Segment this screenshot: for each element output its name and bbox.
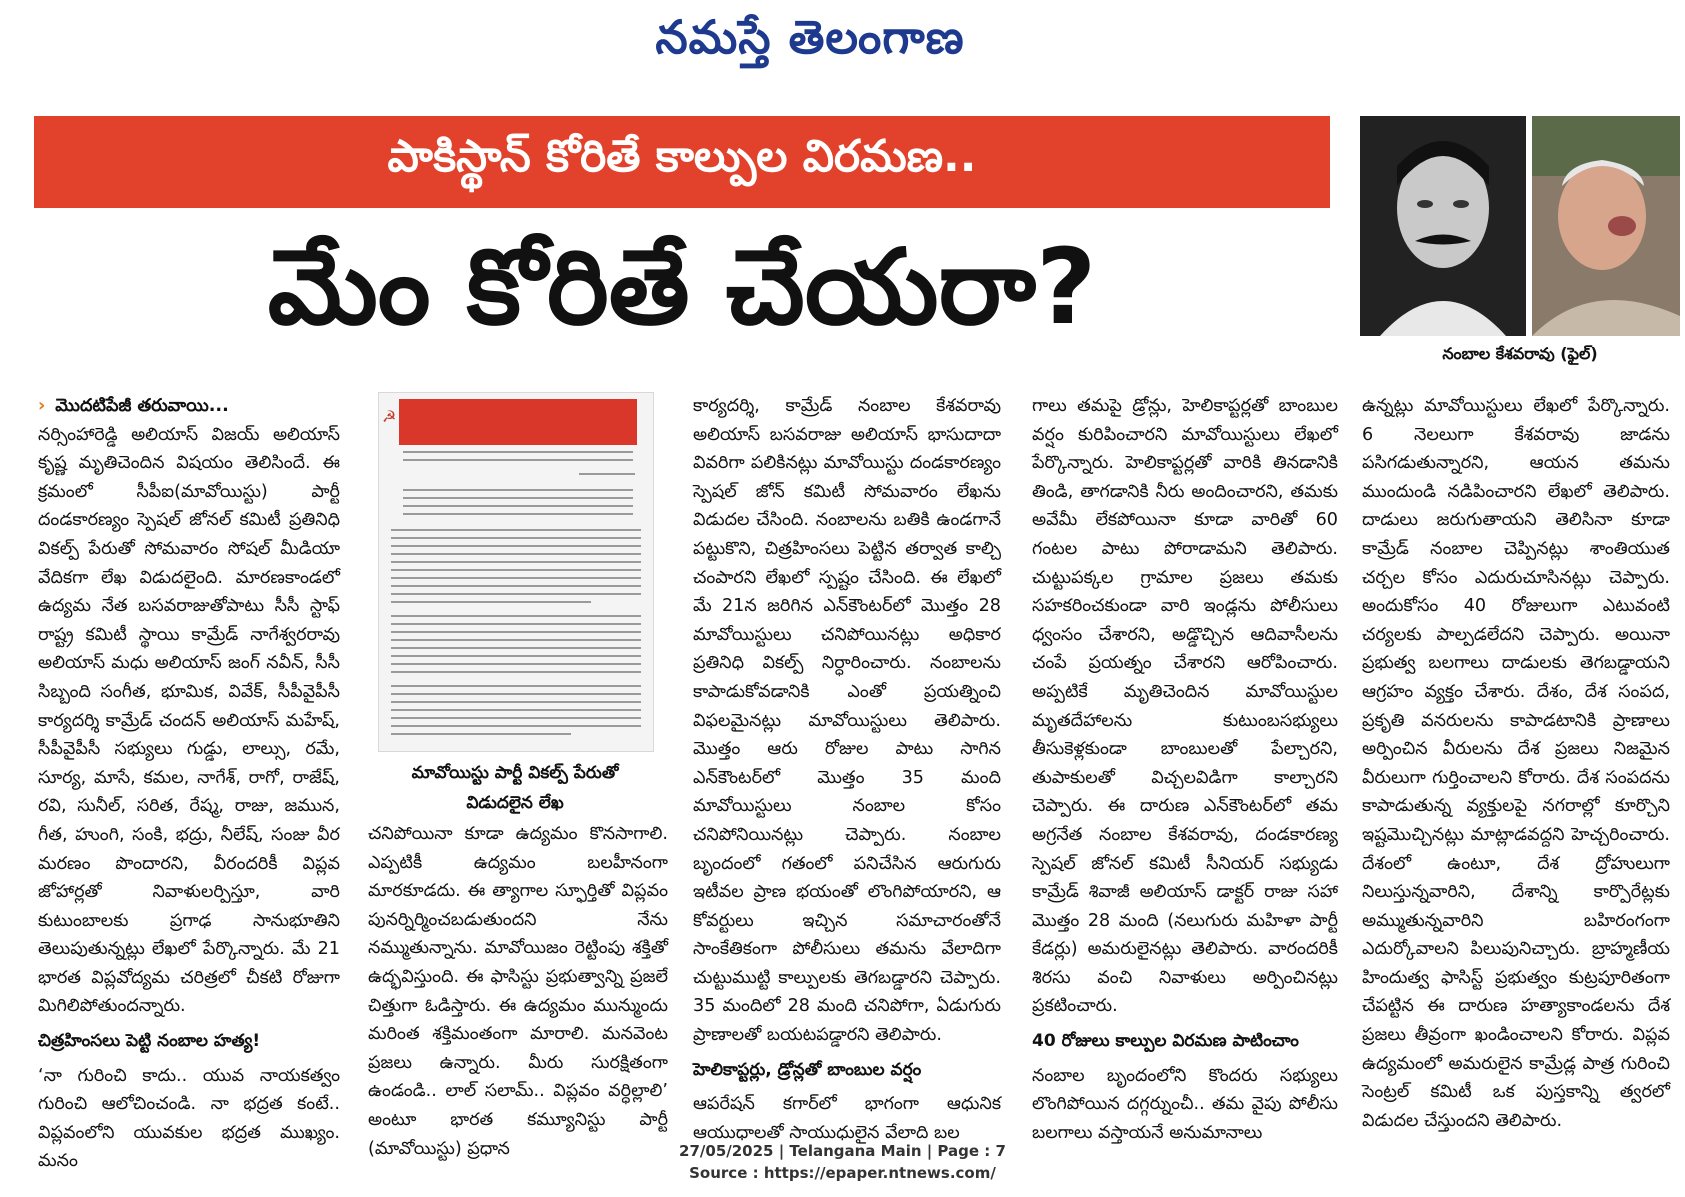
paragraph: ‘నా గురించి కాదు.. యువ నాయకత్వం గురించి ఆలోచించండి. నా భద్రత కంటే.. విప్లవంలోని యువకుల భద్రత ముఖ్యం. మనం [38, 1065, 340, 1172]
footer-date-page: 27/05/2025 | Telangana Main | Page : 7 [679, 1142, 1006, 1160]
paragraph: ఆపరేషన్ కగార్‌లో భాగంగా ఆధునిక ఆయుధాలతో సాయుధులైన వేలాది బల [693, 1094, 1001, 1143]
kicker-banner [34, 116, 1330, 208]
chevron-right-icon: › [38, 396, 46, 416]
masthead: నమస్తే తెలంగాణ [655, 10, 965, 64]
subheading: చిత్రహింసలు పెట్టి నంబాల హత్య! [38, 1031, 261, 1052]
hammer-sickle-icon: ☭ [382, 407, 397, 426]
article-column-1 [38, 392, 340, 1176]
page-footer [0, 1140, 1685, 1184]
article-column-3 [693, 392, 1001, 1147]
article-column-4 [1032, 392, 1338, 1147]
paragraph: నర్సింహారెడ్డి అలియాస్ విజయ్ అలియాస్ కృష్ణ మృతిచెందిన విషయం తెలిసిందే. ఈ క్రమంలో సీపీఐ(మావోయిస్టు) పార్టీ దండకారణ్యం స్పెషల్ జోనల్ కమిటీ ప్రతినిధి వికల్ప్ పేరుతో సోమవారం సోషల్ మీడియా వేదికగా లేఖ విడుదలైంది. మారణకాండలో ఉద్యమ నేత బసవరాజుతోపాటు సీసీ స్టాఫ్ రాష్ట్ర కమిటీ స్థాయి కామ్రేడ్ నాగేశ్వరరావు అలియాస్ మధు అలియాస్ జంగ్ నవీన్, సీసీ సిబ్బంది సంగీత, భూమిక, వివేక్, సీపీవైపీసీ కార్యదర్శి కామ్రేడ్ చందన్ అలియాస్ మహేష్, సీపీవైపీసీ సభ్యులు గుడ్డు, లాల్సు, రమే, సూర్య, మాసే, కమల, నాగేశ్, రాగో, రాజేష్, రవి, సునీల్, సరిత, రేష్మ, రాజు, జమున, గీత, హుంగి, సంకి, భద్రు, నీలేష్, సంజు వీర మరణం పొందారని, వీరందరికీ విప్లవ జోహార్లతో నివాళులర్పిస్తూ, వారి కుటుంబాలకు ప్రగాఢ సానుభూతిని తెలుపుతున్నట్లు లేఖలో పేర్కొన్నారు. మే 21 భారత విప్లవోద్యమ చరిత్రలో చీకటి రోజుగా మిగిలిపోతుందన్నారు. [38, 424, 340, 1017]
letter-caption: మావోయిస్టు పార్టీ వికల్ప్ పేరుతో విడుదలైన లేఖ [411, 763, 619, 813]
continued-label: మొదటిపేజీ తరువాయి... [55, 396, 229, 416]
continued-kicker [38, 392, 340, 421]
article-column-2 [368, 820, 668, 1163]
photo-caption: నంబాల కేశవరావు (ఫైల్) [1442, 344, 1598, 363]
footer-source: Source : https://epaper.ntnews.com/ [689, 1164, 996, 1182]
body-photo [1532, 116, 1680, 336]
headline: మేం కోరితే చేయరా? [267, 226, 1097, 348]
subheading: హెలికాప్టర్లు, డ్రోన్లతో బాంబుల వర్షం [693, 1059, 922, 1080]
paragraph: ఉన్నట్లు మావోయిస్టులు లేఖలో పేర్కొన్నారు. 6 నెలలుగా కేశవరావు జాడను పసిగడుతున్నారని, ఆయన తమను ముందుండి నడిపించారని లేఖలో తెలిపారు. దాడులు జరుగుతాయని తెలిసినా కూడా కామ్రేడ్ నంబాల చెప్పినట్లు శాంతియుత చర్చల కోసం ఎదురుచూసినట్లు చెప్పారు. అందుకోసం 40 రోజులుగా ఎటువంటి చర్యలకు పాల్పడలేదని చెప్పారు. అయినా ప్రభుత్వ బలగాలు దాడులకు తెగబడ్డాయని ఆగ్రహం వ్యక్తం చేశారు. దేశం, దేశ సంపద, ప్రకృతి వనరులను కాపాడటానికి ప్రాణాలు అర్పించిన వీరులను దేశ ప్రజలు నిజమైన వీరులుగా గుర్తించాలని కోరారు. దేశ సంపదను కాపాడుతున్న వ్యక్తులపై నగరాల్లో కూర్చొని ఇష్టమొచ్చినట్లు మాట్లాడవద్దని హెచ్చరించారు. దేశంలో ఉంటూ, దేశ ద్రోహులుగా నిలుస్తున్నవారిని, దేశాన్ని కార్పొరేట్లకు అమ్ముతున్నవారిని బహిరంగంగా ఎదుర్కోవాలని పిలుపునిచ్చారు. బ్రాహ్మణీయ హిందుత్వ ఫాసిస్ట్ ప్రభుత్వం కుట్రపూరితంగా చేపట్టిన ఈ దారుణ హత్యాకాండలను దేశ ప్రజలు తీవ్రంగా ఖండించాలని కోరారు. విప్లవ ఉద్యమంలో అమరులైన కామ్రేడ్ల పాత్ర గురించి సెంట్రల్ కమిటీ ఒక పుస్తకాన్ని త్వరలో విడుదల చేస్తుందని తెలిపారు. [1362, 396, 1670, 1131]
paragraph: గాలు తమపై డ్రోన్లు, హెలికాప్టర్లతో బాంబుల వర్షం కురిపించారని మావోయిస్టులు లేఖలో పేర్కొన్నారు. హెలికాప్టర్లతో వారికి తినడానికి తిండి, తాగడానికి నీరు అందించారని, తమకు అవేమీ లేకపోయినా కూడా వారితో 60 గంటల పాటు పోరాడామని తెలిపారు. చుట్టుపక్కల గ్రామాల ప్రజలు తమకు సహకరించకుండా వారి ఇండ్లను పోలీసులు ధ్వంసం చేశారని, అడ్డొచ్చిన ఆదివాసీలను చంపే ప్రయత్నం చేశారని ఆరోపించారు. అప్పటికే మృతిచెందిన మావోయిస్టుల మృతదేహాలను కుటుంబసభ్యులు తీసుకెళ్లకుండా బాంబులతో పేల్చారని, తుపాకులతో విచ్చలవిడిగా కాల్చారని చెప్పారు. ఈ దారుణ ఎన్‌కౌంటర్‌లో తమ అగ్రనేత నంబాల కేశవరావు, దండకారణ్య స్పెషల్ జోనల్ కమిటీ సీనియర్ సభ్యుడు కామ్రేడ్ శివాజీ అలియాస్ డాక్టర్ రాజు సహా మొత్తం 28 మంది (నలుగురు మహిళా పార్టీ కేడర్లు) అమరులైనట్లు తెలిపారు. వారందరికీ శిరసు వంచి నివాళులు అర్పించినట్లు ప్రకటించారు. [1032, 396, 1338, 1017]
subheading: 40 రోజులు కాల్పుల విరమణ పాటించాం [1032, 1031, 1299, 1052]
paragraph: చనిపోయినా కూడా ఉద్యమం కొనసాగాలి. ఎప్పటికీ ఉద్యమం బలహీనంగా మారకూడదు. ఈ త్యాగాల స్ఫూర్తితో విప్లవం పునర్నిర్మించబడుతుందని నేను నమ్ముతున్నాను. మావోయిజం రెట్టింపు శక్తితో ఉద్భవిస్తుంది. ఈ ఫాసిస్టు ప్రభుత్వాన్ని ప్రజలే చిత్తుగా ఓడిస్తారు. ఈ ఉద్యమం మున్ముందు మరింత శక్తిమంతంగా మారాలి. మనవెంట ప్రజలు ఉన్నారు. మీరు సురక్షితంగా ఉండండి.. లాల్ సలామ్.. విప్లవం వర్ధిల్లాలి’ అంటూ భారత కమ్యూనిస్టు పార్టీ (మావోయిస్టు) ప్రధాన [368, 824, 668, 1159]
kicker-text: పాకిస్థాన్ కోరితే కాల్పుల విరమణ.. [387, 131, 977, 182]
paragraph: నంబాల బృందంలోని కొందరు సభ్యులు లొంగిపోయిన దగ్గర్నుంచీ.. తమ వైపు పోలీసు బలగాలు వస్తాయనే అనుమానాలు [1032, 1065, 1338, 1143]
paragraph: కార్యదర్శి, కామ్రేడ్ నంబాల కేశవరావు అలియాస్ బసవరాజు అలియాస్ భాసుదాదా వివరిగా పలికినట్లు మావోయిస్టు దండకారణ్యం స్పెషల్ జోన్ కమిటీ సోమవారం లేఖను విడుదల చేసింది. నంబాలను బతికి ఉండగానే పట్టుకొని, చిత్రహింసలు పెట్టిన తర్వాత కాల్చి చంపారని లేఖలో స్పష్టం చేసింది. ఈ లేఖలో మే 21న జరిగిన ఎన్‌కౌంటర్‌లో మొత్తం 28 మావోయిస్టులు చనిపోయినట్లు అధికార ప్రతినిధి వికల్ప్ నిర్ధారించారు. నంబాలను కాపాడుకోవడానికి ఎంతో ప్రయత్నించి విఫలమైనట్లు మావోయిస్టులు తెలిపారు. మొత్తం ఆరు రోజుల పాటు సాగిన ఎన్‌కౌంటర్‌లో మొత్తం 35 మంది మావోయిస్టులు నంబాల కోసం చనిపోనియినట్లు చెప్పారు. నంబాల బృందంలో గతంలో పనిచేసిన ఆరుగురు ఇటీవల ప్రాణ భయంతో లొంగిపోయారని, ఆ కోవర్టులు ఇచ్చిన సమాచారంతోనే సాంకేతికంగా పోలీసులు తమను వేలాదిగా చుట్టుముట్టి కాల్పులకు తెగబడ్డారని చెప్పారు. 35 మందిలో 28 మంది చనిపోగా, ఏడుగురు ప్రాణాలతో బయటపడ్డారని తెలిపారు. [693, 396, 1001, 1046]
portrait-photo [1360, 116, 1526, 336]
letter-image [378, 392, 654, 752]
photo-group [1360, 116, 1680, 340]
article-column-5 [1362, 392, 1670, 1135]
letter-header-band [399, 399, 637, 445]
